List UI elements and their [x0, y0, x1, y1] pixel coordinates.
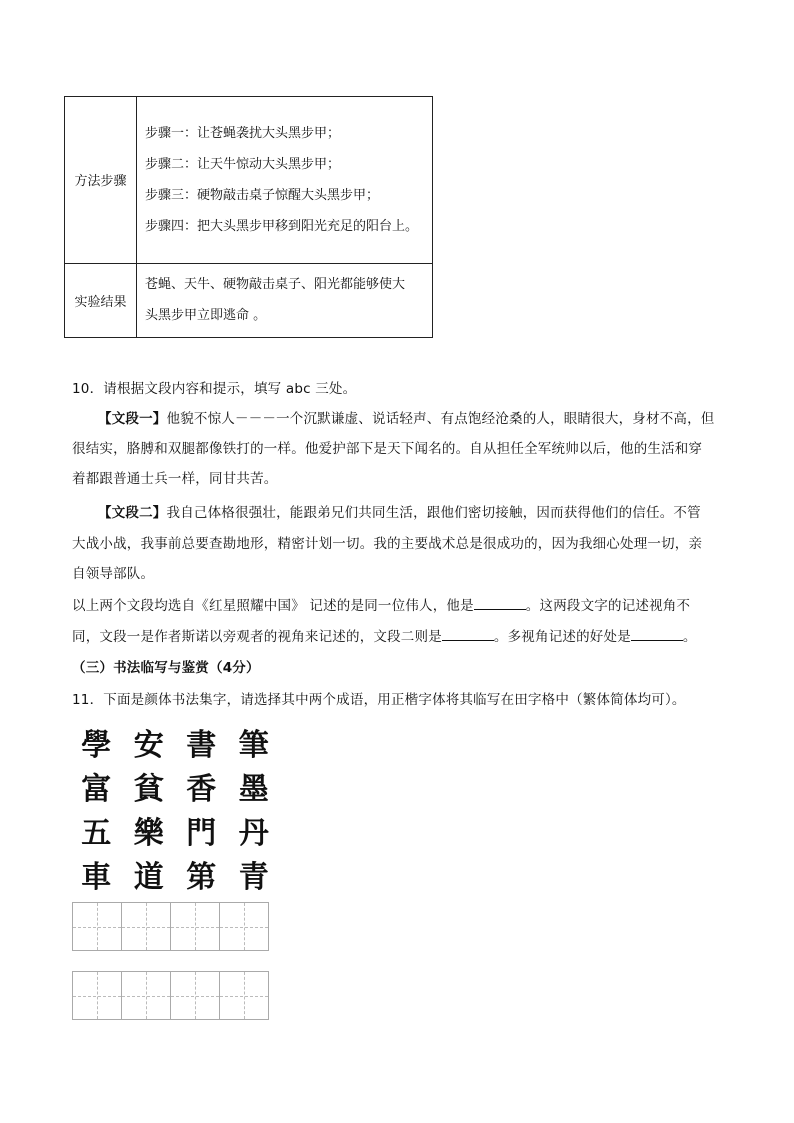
grid-cell[interactable]	[73, 903, 122, 950]
result-line: 苍蝇、天牛、硬物敲击桌子、阳光都能够使大	[145, 277, 406, 293]
calligraphy-collection	[70, 724, 280, 900]
calligraphy-char: 筆	[238, 728, 269, 763]
grid-cell[interactable]	[171, 903, 220, 950]
practice-grid-2	[72, 971, 269, 1020]
calligraphy-char: 第	[186, 860, 217, 895]
para2-line	[98, 501, 701, 521]
method-steps-cell	[137, 97, 433, 264]
para1-line: 着都跟普通士兵一样，同甘共苦。	[72, 471, 278, 487]
grid-cell[interactable]	[220, 972, 268, 1019]
summary-text: 。多视角记述的好处是	[493, 629, 631, 645]
summary-line	[72, 625, 697, 645]
step-item: 步骤一：让苍蝇袭扰大头黑步甲；	[145, 125, 341, 141]
answer-blank-a[interactable]	[474, 597, 526, 610]
para2-line: 大战小战，我事前总要查勘地形，精密计划一切。我的主要战术总是很成功的，因为我细心处理一切，亲	[72, 536, 703, 552]
summary-text: 。	[682, 629, 697, 645]
calligraphy-char: 貧	[133, 772, 164, 807]
result-row	[65, 263, 433, 337]
step-item: 步骤二：让天牛惊动大头黑步甲；	[145, 156, 341, 172]
calligraphy-char: 樂	[133, 816, 164, 851]
calligraphy-char: 墨	[238, 772, 269, 807]
calligraphy-char: 書	[186, 728, 217, 763]
method-steps-row	[65, 97, 433, 264]
calligraphy-char: 學	[81, 728, 112, 763]
para2-tag: 【文段二】	[98, 505, 167, 521]
calligraphy-char: 香	[186, 772, 217, 807]
practice-grid-1	[72, 902, 269, 951]
para2-text: 我自己体格很强壮，能跟弟兄们共同生活，跟他们密切接触，因而获得他们的信任。不管	[166, 505, 701, 521]
method-steps-label: 方法步骤	[65, 97, 137, 264]
calligraphy-char: 五	[81, 816, 112, 851]
calligraphy-char: 丹	[238, 816, 269, 851]
summary-text: 。这两段文字的记述视角不	[525, 598, 691, 614]
summary-text: 以上两个文段均选自《红星照耀中国》 记述的是同一位伟人，他是	[72, 598, 474, 614]
calligraphy-char: 安	[133, 728, 164, 763]
step-item: 步骤三：硬物敲击桌子惊醒大头黑步甲；	[145, 187, 380, 203]
result-cell	[137, 263, 433, 337]
grid-cell[interactable]	[73, 972, 122, 1019]
summary-text: 同，文段一是作者斯诺以旁观者的视角来记述的，文段二则是	[72, 629, 442, 645]
calligraphy-char: 道	[133, 860, 164, 895]
calligraphy-row	[70, 724, 280, 768]
para1-tag: 【文段一】	[98, 411, 167, 427]
q10-prompt: 10．请根据文段内容和提示，填写 abc 三处。	[72, 381, 357, 397]
para2-line: 自领导部队。	[72, 566, 155, 582]
q11-prompt: 11．下面是颜体书法集字，请选择其中两个成语，用正楷字体将其临写在田字格中（繁体简体均可）。	[72, 692, 686, 708]
calligraphy-row	[70, 856, 280, 900]
para1-text: 他貌不惊人－－－一个沉默谦虚、说话轻声、有点饱经沧桑的人，眼睛很大，身材不高，但	[166, 411, 715, 427]
calligraphy-char: 富	[81, 772, 112, 807]
calligraphy-char: 青	[238, 860, 269, 895]
experiment-table	[64, 96, 433, 338]
section-title: （三）书法临写与鉴赏（4分）	[72, 660, 260, 676]
grid-cell[interactable]	[122, 972, 171, 1019]
calligraphy-row	[70, 768, 280, 812]
summary-line	[72, 594, 690, 614]
answer-blank-c[interactable]	[631, 628, 683, 641]
result-label: 实验结果	[65, 263, 137, 337]
answer-blank-b[interactable]	[442, 628, 494, 641]
grid-cell[interactable]	[171, 972, 220, 1019]
grid-cell[interactable]	[122, 903, 171, 950]
calligraphy-char: 門	[186, 816, 217, 851]
para1-line	[98, 407, 715, 427]
para1-line: 很结实，胳膊和双腿都像铁打的一样。他爱护部下是天下闻名的。自从担任全军统帅以后，他的生活和穿	[72, 441, 703, 457]
step-item: 步骤四：把大头黑步甲移到阳光充足的阳台上。	[145, 218, 419, 234]
grid-cell[interactable]	[220, 903, 268, 950]
calligraphy-row	[70, 812, 280, 856]
result-line: 头黑步甲立即逃命 。	[145, 308, 267, 324]
calligraphy-char: 車	[81, 860, 112, 895]
